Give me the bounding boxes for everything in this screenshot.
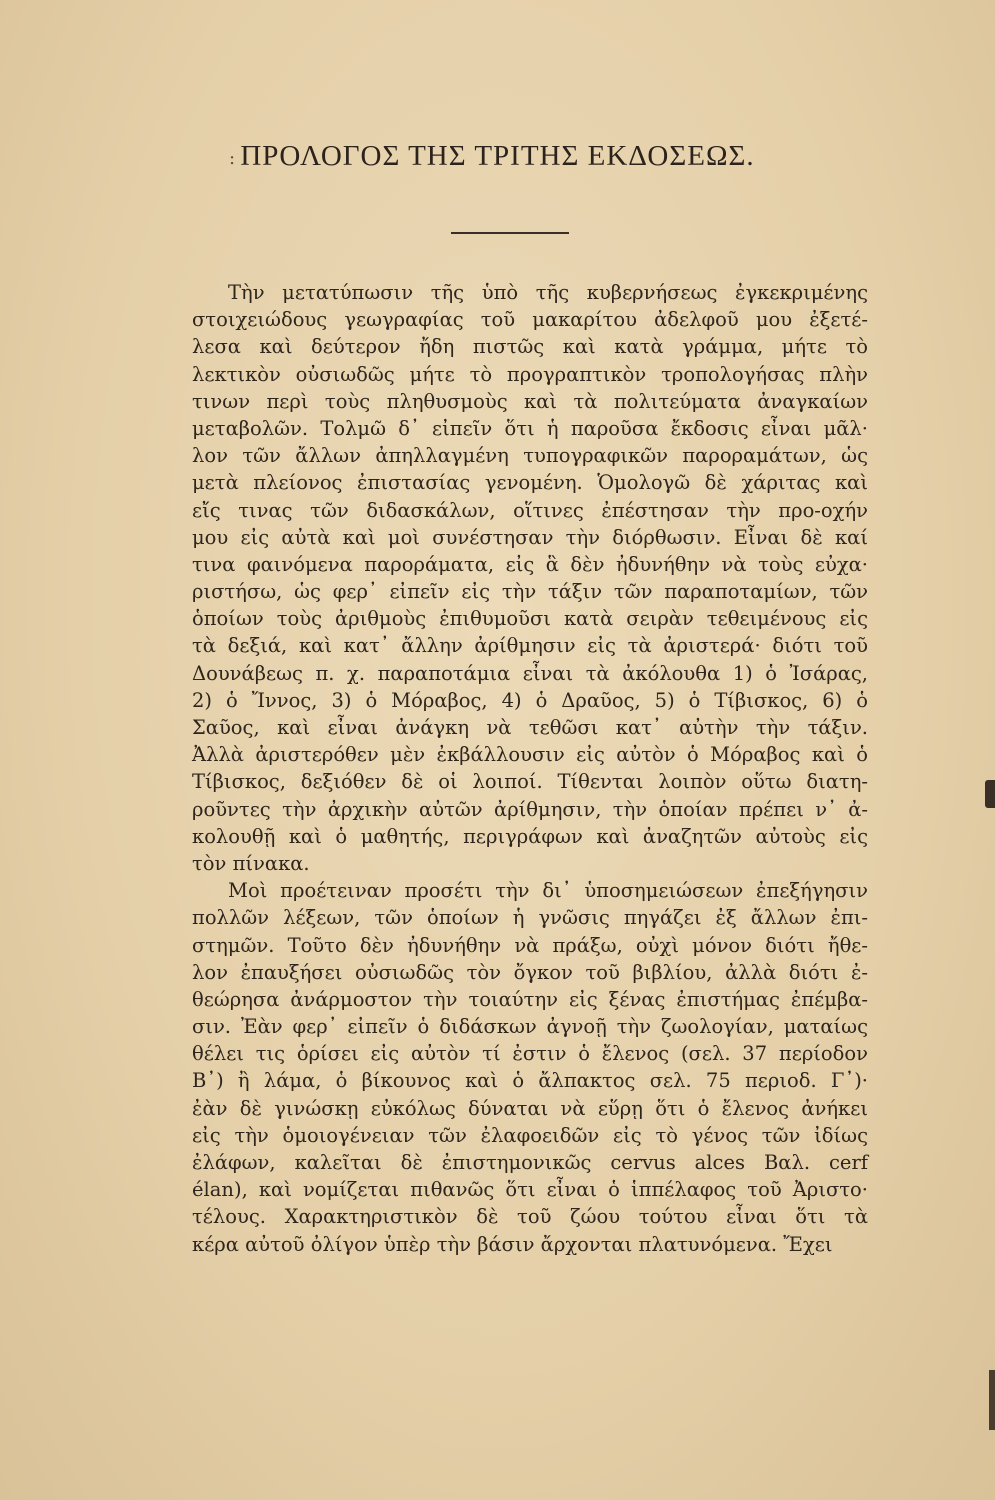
text-line: τὸν πίνακα. [192, 851, 310, 875]
text-line: Μοὶ προέτειναν προσέτι τὴν δι᾽ ὑποσημειώσεων ἐπεξήγησιν [228, 879, 868, 903]
text-line: élan), καὶ νομίζεται πιθανῶς ὅτι εἶναι ὁ ἱππέλαφος τοῦ Ἀριστο· [192, 1178, 868, 1202]
text-line: λον ἐπαυξήσει οὐσιωδῶς τὸν ὄγκον τοῦ βιβλίου, ἀλλὰ διότι ἐ- [192, 960, 868, 984]
text-line: τὰ δεξιά, καὶ κατ᾽ ἄλλην ἀρίθμησιν εἰς τὰ ἀριστερά· διότι τοῦ [192, 634, 868, 658]
text-line: λεσα καὶ δεύτερον ἤδη πιστῶς καὶ κατὰ γράμμα, μήτε τὸ [192, 335, 868, 359]
text-line: στημῶν. Τοῦτο δὲν ἠδυνήθην νὰ πράξω, οὐχὶ μόνον διότι ἤθε- [192, 933, 868, 957]
text-line: ροῦντες τὴν ἀρχικὴν αὐτῶν ἀρίθμησιν, τὴν ὁποίαν πρέπει ν᾽ ἀ- [192, 797, 868, 821]
text-line: κέρα αὐτοῦ ὀλίγον ὑπὲρ τὴν βάσιν ἄρχονται πλατυνόμενα. Ἔχει [192, 1232, 833, 1256]
text-line: Τὴν μετατύπωσιν τῆς ὑπὸ τῆς κυβερνήσεως ἐγκεκριμένης [228, 281, 868, 304]
page-edge-shadow [989, 1370, 995, 1430]
text-line: Β᾽) ἢ λάμα, ὁ βίκουνος καὶ ὁ ἄλπακτος σελ. 75 περιοδ. Γ᾽)· [192, 1069, 868, 1093]
text-line: Δουνάβεως π. χ. παραποτάμια εἶναι τὰ ἀκόλουθα 1) ὁ Ἰσάρας, [192, 661, 868, 685]
text-line: 2) ὁ Ἴννος, 3) ὁ Μόραβος, 4) ὁ Δραῦος, 5) ὁ Τίβισκος, 6) ὁ [192, 688, 868, 712]
text-line: σιν. Ἐὰν φερ᾽ εἰπεῖν ὁ διδάσκων ἀγνοῇ τὴν ζωολογίαν, ματαίως [192, 1015, 868, 1039]
page-title: ΠΡΟΛΟΓΟΣ ΤΗΣ ΤΡΙΤΗΣ ΕΚΔΟΣΕΩΣ. [240, 140, 755, 172]
page-edge-mark [985, 780, 995, 808]
paragraph-1 [192, 279, 868, 877]
text-line: Τίβισκος, δεξιόθεν δὲ οἱ λοιποί. Τίθενται λοιπὸν οὕτω διατη- [192, 770, 868, 794]
text-line: στοιχειώδους γεωγραφίας τοῦ μακαρίτου ἀδελφοῦ μου ἐξετέ- [192, 308, 868, 332]
text-line: μετὰ πλείονος ἐπιστασίας γενομένη. Ὁμολογῶ δὲ χάριτας καὶ [192, 471, 868, 495]
text-line: θέλει τις ὁρίσει εἰς αὐτὸν τί ἐστιν ὁ ἔλενος (σελ. 37 περίοδον [192, 1042, 868, 1066]
text-line: εἴς τινας τῶν διδασκάλων, οἵτινες ἐπέστησαν τὴν προ-οχήν [192, 498, 868, 522]
text-line: μου εἰς αὐτὰ καὶ μοὶ συνέστησαν τὴν διόρθωσιν. Εἶναι δὲ καί [192, 525, 868, 549]
text-line: Ἀλλὰ ἀριστερόθεν μὲν ἐκβάλλουσιν εἰς αὐτὸν ὁ Μόραβος καὶ ὁ [192, 743, 868, 767]
paragraph-2 [192, 877, 868, 1258]
text-line: τινα φαινόμενα παροράματα, εἰς ἃ δὲν ἠδυνήθην νὰ τοὺς εὐχα· [192, 552, 868, 576]
text-line: ὁποίων τοὺς ἀριθμοὺς ἐπιθυμοῦσι κατὰ σειρὰν τεθειμένους εἰς [192, 607, 868, 631]
body-text [192, 279, 868, 1258]
text-line: ἐλάφων, καλεῖται δὲ ἐπιστημονικῶς cervus alces Βαλ. cerf [192, 1151, 868, 1174]
text-line: κολουθῇ καὶ ὁ μαθητής, περιγράφων καὶ ἀναζητῶν αὐτοὺς εἰς [192, 824, 868, 848]
text-line: ἐὰν δὲ γινώσκῃ εὐκόλως δύναται νὰ εὕρῃ ὅτι ὁ ἔλενος ἀνήκει [192, 1096, 868, 1120]
title-divider [451, 232, 569, 234]
text-line: τέλους. Χαρακτηριστικὸν δὲ τοῦ ζώου τούτου εἶναι ὅτι τὰ [192, 1205, 868, 1229]
text-line: πολλῶν λέξεων, τῶν ὁποίων ἡ γνῶσις πηγάζει ἐξ ἄλλων ἐπι- [192, 906, 868, 930]
text-line: εἰς τὴν ὁμοιογένειαν τῶν ἐλαφοειδῶν εἰς τὸ γένος τῶν ἰδίως [192, 1123, 868, 1147]
text-line: ριστήσω, ὡς φερ᾽ εἰπεῖν εἰς τὴν τάξιν τῶν παραποταμίων, τῶν [192, 580, 868, 604]
text-line: τινων περὶ τοὺς πληθυσμοὺς καὶ τὰ πολιτεύματα ἀναγκαίων [192, 389, 868, 413]
text-line: μεταβολῶν. Τολμῶ δ᾽ εἰπεῖν ὅτι ἡ παροῦσα ἔκδοσις εἶναι μᾶλ· [192, 416, 868, 440]
margin-mark: : [229, 148, 236, 169]
text-line: Σαῦος, καὶ εἶναι ἀνάγκη νὰ τεθῶσι κατ᾽ αὐτὴν τὴν τάξιν. [192, 716, 868, 739]
text-line: λεκτικὸν οὐσιωδῶς μήτε τὸ προγραπτικὸν τροπολογήσας πλὴν [192, 362, 868, 386]
text-line: θεώρησα ἀνάρμοστον τὴν τοιαύτην εἰς ξένας ἐπιστήμας ἐπέμβα- [192, 987, 868, 1011]
text-line: λον τῶν ἄλλων ἀπηλλαγμένη τυπογραφικῶν παροραμάτων, ὡς [192, 444, 868, 468]
